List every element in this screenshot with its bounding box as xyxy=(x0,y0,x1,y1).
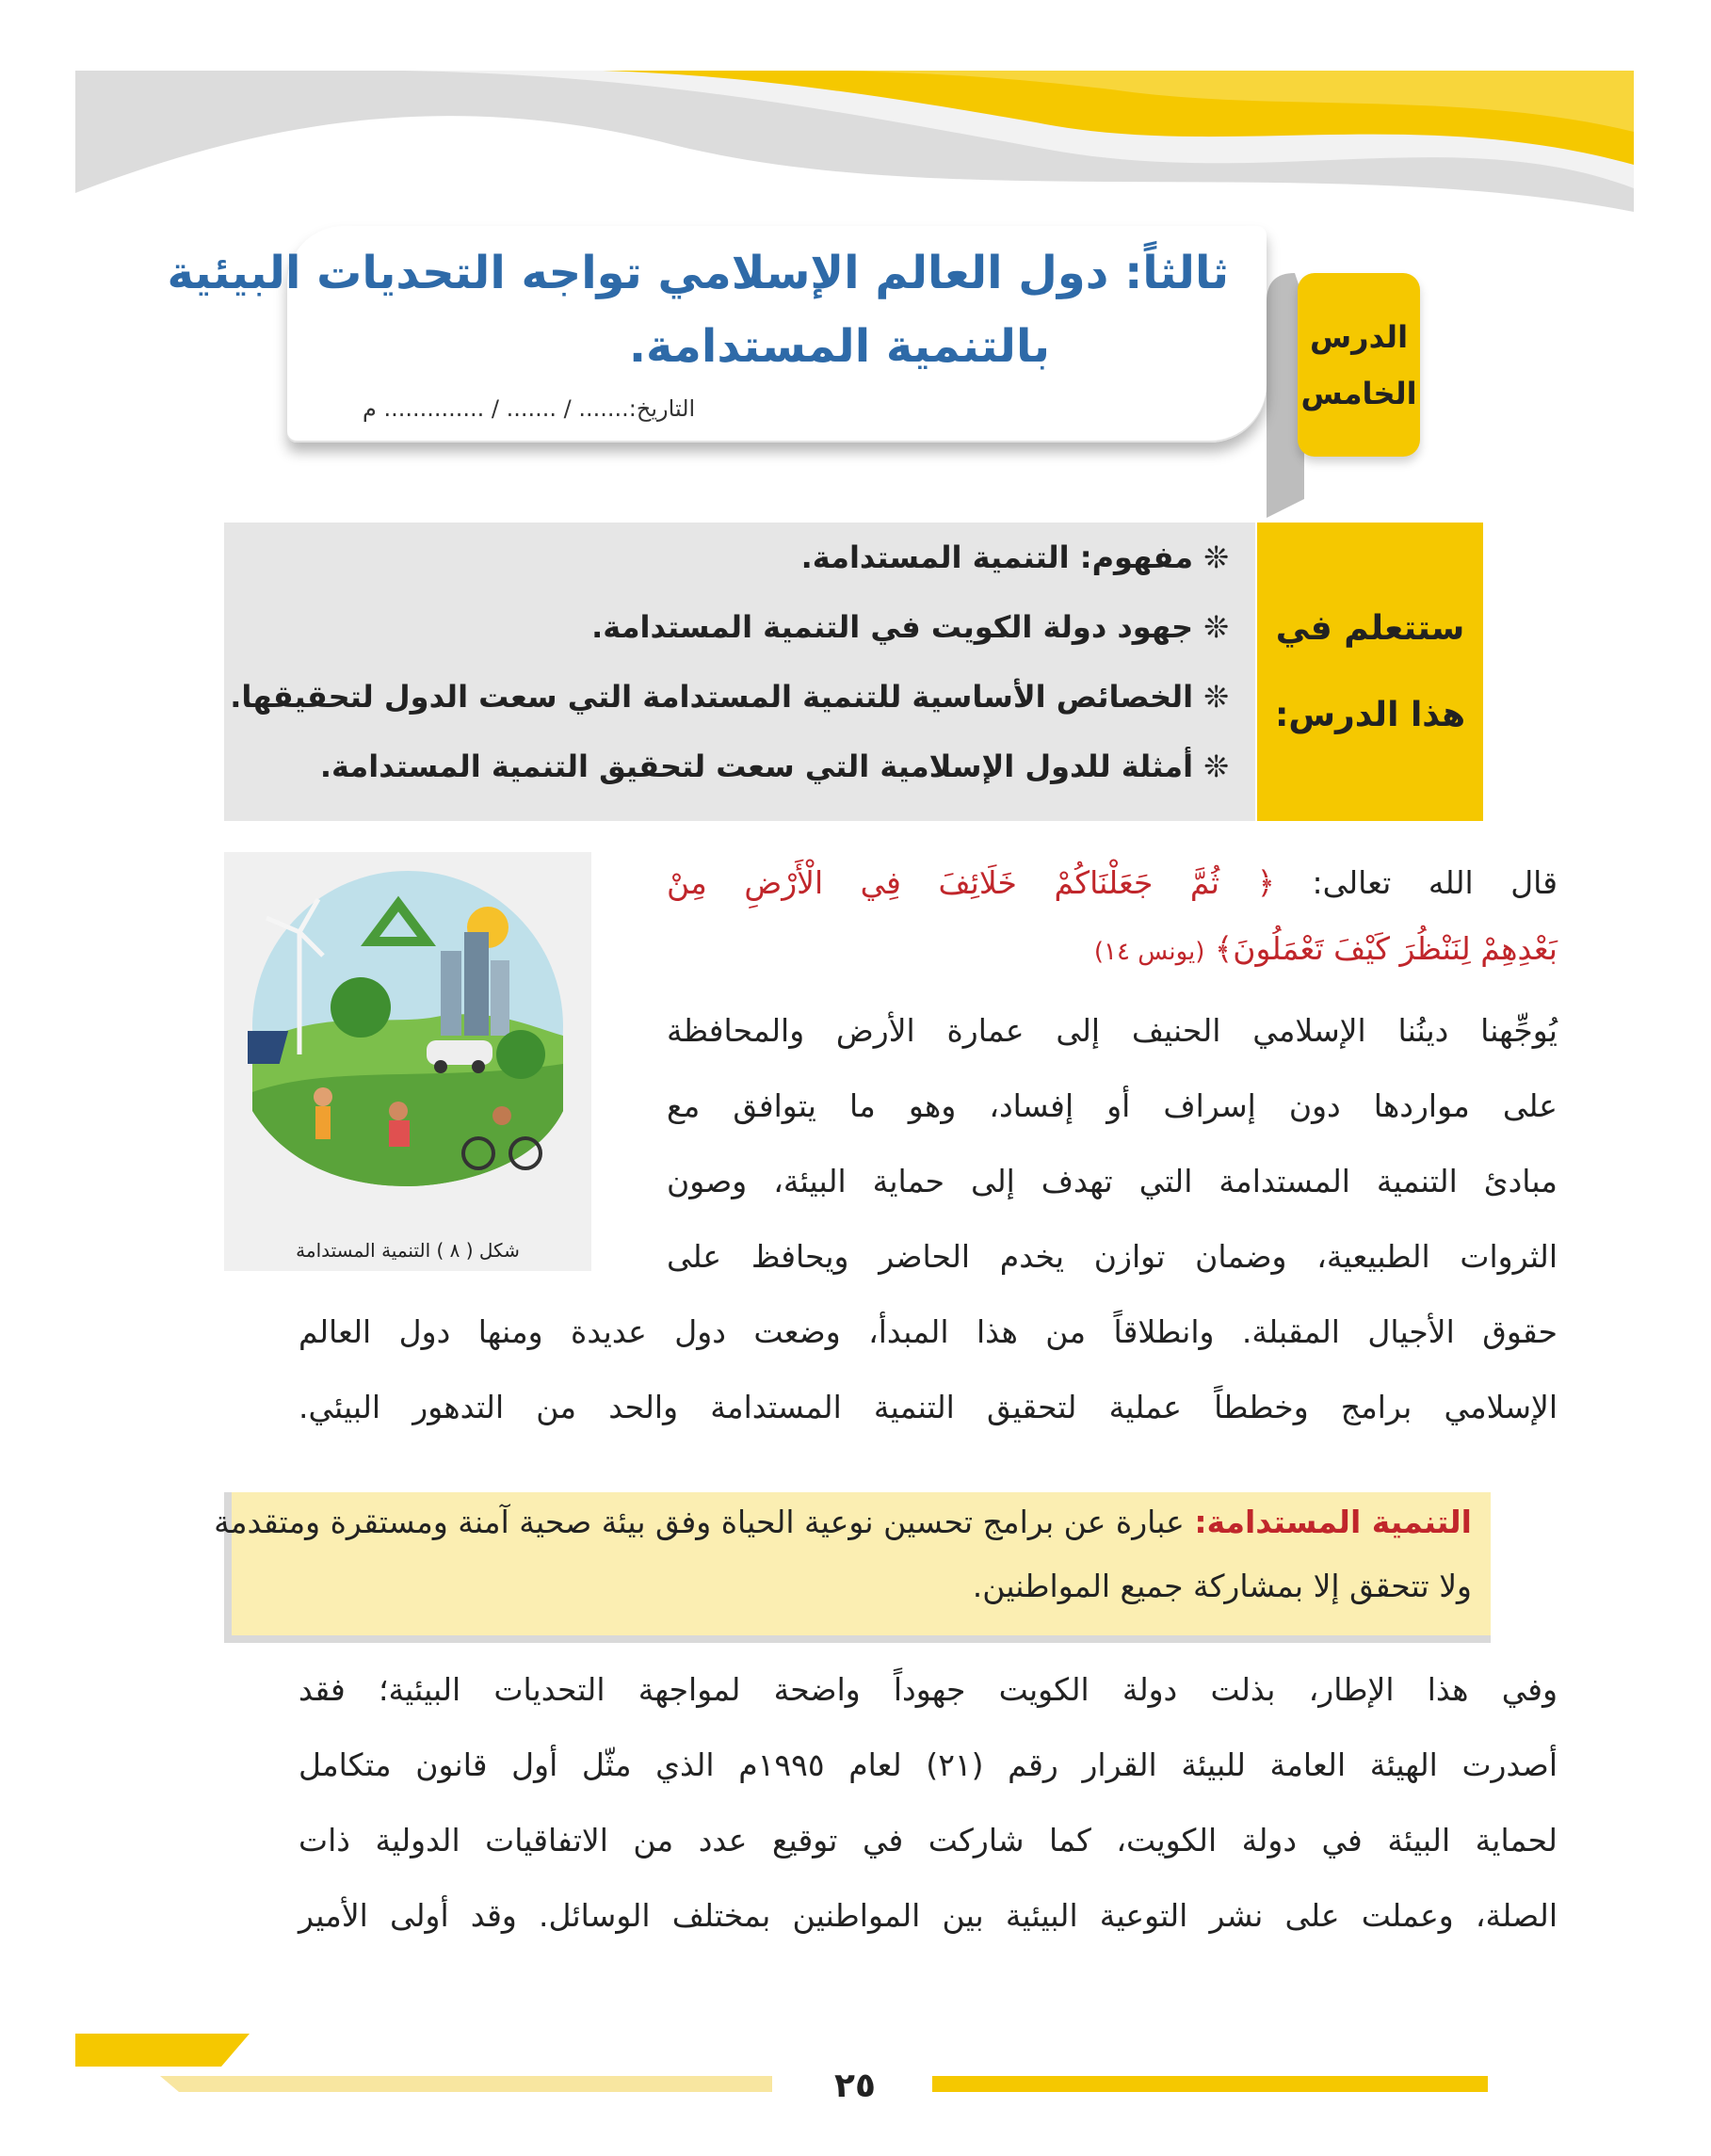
definition-text-line2: ولا تتحقق إلا بمشاركة جميع المواطنين. xyxy=(972,1568,1472,1604)
quran-verse-part1: ﴿ ثُمَّ جَعَلْنَاكُمْ خَلَائِفَ فِي الْأَرْضِ مِنْ xyxy=(667,864,1275,901)
title-card xyxy=(167,226,1267,442)
definition-term: التنمية المستدامة: xyxy=(1194,1504,1472,1540)
paragraph2-line: الصلة، وعملت على نشر التوعية البيئية بين المواطنين بمختلف الوسائل. وقد أولى الأمير xyxy=(299,1897,1558,1934)
definition-text-line1: عبارة عن برامج تحسين نوعية الحياة وفق بيئة صحية آمنة ومستقرة ومتقدمة xyxy=(214,1504,1195,1540)
paragraph2-line: وفي هذا الإطار، بذلت دولة الكويت جهوداً واضحة لمواجهة التحديات البيئية؛ فقد xyxy=(299,1671,1558,1708)
definition-line1 xyxy=(214,1504,1472,1540)
objective-item: ❊ مفهوم: التنمية المستدامة. xyxy=(800,539,1229,575)
page-title-line1: ثالثاً: دول العالم الإسلامي تواجه التحديات البيئية xyxy=(167,247,1229,299)
paragraph1-line: على مواردها دون إسراف أو إفساد، وهو ما يتوافق مع xyxy=(667,1087,1558,1124)
objectives-list xyxy=(224,523,1255,821)
objective-item: ❊ الخصائص الأساسية للتنمية المستدامة التي سعت الدول لتحقيقها. xyxy=(230,679,1229,715)
lesson-badge-line2: الخامس xyxy=(1300,375,1417,411)
paragraph1-line: حقوق الأجيال المقبلة. وانطلاقاً من هذا المبدأ، وضعت دول عديدة ومنها دول العالم xyxy=(299,1313,1558,1350)
objective-item: ❊ جهود دولة الكويت في التنمية المستدامة. xyxy=(591,609,1229,645)
quran-verse-line2 xyxy=(1094,930,1558,967)
paragraph2-line: أصدرت الهيئة العامة للبيئة القرار رقم (٢١) لعام ١٩٩٥م الذي مثّل أول قانون متكامل xyxy=(299,1746,1558,1783)
quran-intro: قال الله تعالى: xyxy=(1274,864,1558,901)
lesson-badge-line1: الدرس xyxy=(1309,318,1409,355)
paragraph2-line: لحماية البيئة في دولة الكويت، كما شاركت في توقيع عدد من الاتفاقيات الدولية ذات xyxy=(299,1822,1558,1858)
quran-reference: (يونس ١٤) xyxy=(1093,938,1205,966)
objective-item: ❊ أمثلة للدول الإسلامية التي سعت لتحقيق التنمية المستدامة. xyxy=(319,748,1229,784)
paragraph1-line: الإسلامي برامج وخططاً عملية لتحقيق التنمية المستدامة والحد من التدهور البيئي. xyxy=(299,1389,1558,1425)
objectives-label-line1: ستتعلم في xyxy=(1275,608,1465,648)
definition-box xyxy=(214,1492,1491,1643)
figure-caption: شكل ( ٨ ) التنمية المستدامة xyxy=(296,1239,520,1262)
objectives-label-box xyxy=(1257,523,1483,821)
top-decorative-band xyxy=(0,0,1711,226)
paragraph1-line: مبادئ التنمية المستدامة التي تهدف إلى حماية البيئة، وصون xyxy=(667,1163,1558,1199)
lesson-badge xyxy=(1298,273,1420,457)
objectives-label-line2: هذا الدرس: xyxy=(1274,695,1466,734)
paragraph1-line: الثروات الطبيعية، وضمان توازن يخدم الحاضر ويحافظ على xyxy=(667,1238,1558,1275)
quran-verse-part2: بَعْدِهِمْ لِنَنْظُرَ كَيْفَ تَعْمَلُونَ﴾ xyxy=(1214,930,1558,967)
sustainable-development-illustration-icon xyxy=(248,866,568,1186)
page-title-line2: بالتنمية المستدامة. xyxy=(628,320,1050,373)
page-number: ٢٥ xyxy=(834,2067,876,2105)
figure-sustainable-development xyxy=(224,852,591,1271)
paragraph1-line: يُوجِّهنا دينُنا الإسلامي الحنيف إلى عمارة الأرض والمحافظة xyxy=(667,1012,1558,1049)
date-field: التاريخ:....... / ....... / .............. م xyxy=(363,395,696,422)
quran-verse-line1 xyxy=(667,864,1558,901)
